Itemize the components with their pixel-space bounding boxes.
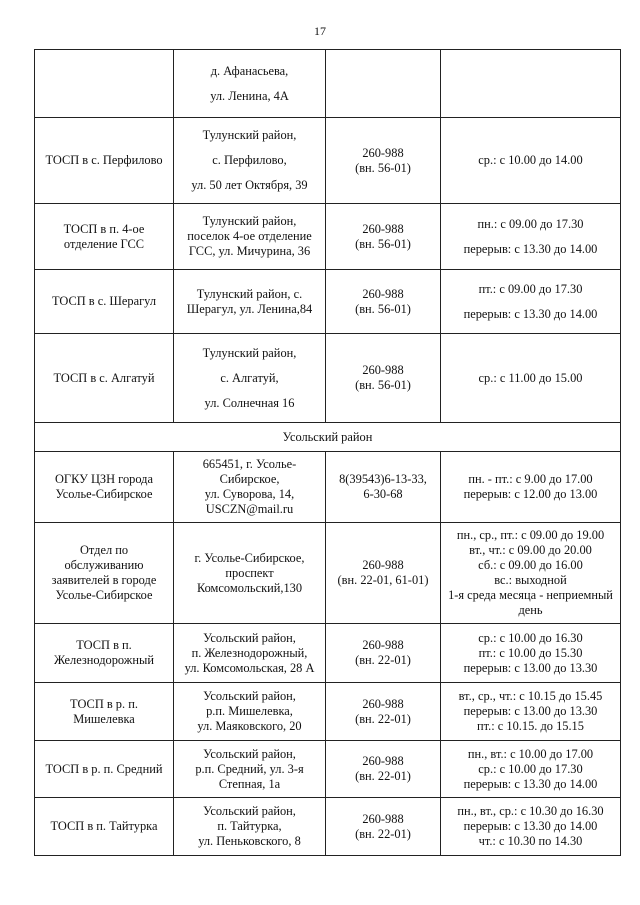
address-cell [174,118,326,204]
cell-line: пт.: с 09.00 до 17.30 [478,281,583,296]
cell-line: ул. 50 лет Октября, 39 [191,178,308,192]
cell-line: 260-988 [362,754,404,768]
cell-line: с. Алгатуй, [220,370,279,385]
schedule-cell [441,741,621,798]
cell-line: (вн. 22-01, 61-01) [337,573,429,587]
address-cell [174,334,326,423]
cell-line: Комсомольский,130 [196,580,303,595]
cell-line: Усольский район, [203,689,296,703]
cell-line: сб.: с 09.00 до 16.00 [478,558,583,572]
cell-line: 260-988 [362,286,404,301]
address-cell [174,683,326,741]
phone-cell [326,683,441,741]
cell-line: поселок 4-ое отделение [187,229,312,243]
cell-line: день [518,603,543,617]
cell-line: 1-я среда месяца - неприемный [448,588,613,602]
cell-line: 665451, г. Усолье- [202,457,297,471]
cell-line: ср.: с 11.00 до 15.00 [478,370,583,385]
cell-line: (вн. 22-01) [355,769,411,783]
office-name-cell [35,452,174,523]
cell-line: Степная, 1а [218,776,281,791]
section-header-row [35,423,621,452]
cell-line: 260-988 [362,558,404,572]
schedule-cell [441,270,621,334]
cell-line: ТОСП в п. 4-ое [63,221,145,236]
schedule-cell [441,798,621,856]
cell-line: (вн. 22-01) [355,653,411,667]
cell-line: Тулунский район, [202,128,297,142]
address-cell [174,798,326,856]
cell-line: Тулунский район, [202,214,297,228]
office-name-cell [35,118,174,204]
cell-line: Усольский район, [203,630,296,645]
table-row [35,334,621,423]
cell-line: (вн. 56-01) [355,236,411,251]
cell-line: Отдел по обслуживанию [64,543,144,572]
cell-line: перерыв: с 13.30 до 14.00 [463,776,598,791]
office-name-cell [35,270,174,334]
cell-line: ТОСП в с. Шерагул [51,294,157,308]
phone-cell [326,118,441,204]
phone-cell [326,50,441,118]
phone-cell [326,624,441,683]
table-row [35,523,621,624]
schedule-cell [441,624,621,683]
schedule-cell [441,334,621,423]
schedule-cell [441,523,621,624]
cell-line: перерыв: с 13.30 до 14.00 [463,306,598,321]
address-cell [174,523,326,624]
cell-line: перерыв: с 12.00 до 13.00 [463,487,598,501]
office-name-cell [35,204,174,270]
cell-line: (вн. 22-01) [355,711,411,726]
cell-line: ул. Пеньковского, 8 [198,834,301,848]
table-row [35,798,621,856]
table-row [35,270,621,334]
cell-line: перерыв: с 13.30 до 14.00 [463,819,598,833]
cell-line: 6-30-68 [363,487,403,501]
cell-line: заявителей в городе [51,573,157,587]
address-cell [174,741,326,798]
cell-line: Усольский район, [203,804,296,818]
cell-line: Тулунский район, с. [196,286,303,301]
cell-line: ТОСП в п. [76,638,132,652]
schedule-cell [441,204,621,270]
table-row [35,118,621,204]
cell-line: ул. Комсомольская, 28 А [184,660,315,675]
cell-line: Усольский район, [203,746,296,761]
phone-cell [326,452,441,523]
cell-line: Шерагул, ул. Ленина,84 [186,301,313,316]
cell-line: вт., ср., чт.: с 10.15 до 15.45 [458,689,603,703]
office-name-cell [35,50,174,118]
office-name-cell [35,523,174,624]
address-cell [174,624,326,683]
cell-line: отделение ГСС [63,236,145,251]
table-row [35,683,621,741]
cell-line: пн., вт., ср.: с 10.30 до 16.30 [457,804,604,818]
cell-line: перерыв: с 13.00 до 13.30 [463,660,598,675]
table-row [35,624,621,683]
cell-line: (вн. 56-01) [355,160,411,175]
cell-line: пт.: с 10.15. до 15.15 [477,719,584,733]
cell-line: Железнодорожный [54,653,154,667]
address-cell [174,452,326,523]
cell-line: ОГКУ ЦЗН города [54,472,153,486]
cell-line: ул. Ленина, 4А [210,88,289,103]
cell-line: Усолье-Сибирское [55,588,153,602]
schedule-cell [441,50,621,118]
phone-cell [326,741,441,798]
cell-line: с. Перфилово, [212,153,287,167]
cell-line: ср.: с 10.00 до 17.30 [478,761,583,776]
cell-line: (вн. 22-01) [355,826,411,841]
cell-line: г. Усолье-Сибирское, [194,550,305,565]
cell-line: 8(39543)6-13-33, [339,472,427,486]
cell-line: пн., вт.: с 10.00 до 17.00 [467,746,594,761]
address-cell [174,204,326,270]
cell-line: ул. Маяковского, 20 [197,719,302,733]
office-name-cell [35,624,174,683]
email-link[interactable]: USCZN@mail.ru [205,502,294,516]
cell-line: пн., ср., пт.: с 09.00 до 19.00 [456,528,605,542]
cell-line: ул. Солнечная 16 [204,395,295,410]
cell-line: Сибирское, [219,472,280,486]
schedule-cell [441,452,621,523]
phone-cell [326,204,441,270]
address-cell [174,270,326,334]
cell-line: 260-988 [362,638,404,652]
cell-line: ТОСП в с. Алгатуй [53,370,155,385]
offices-table [34,49,621,856]
phone-cell [326,523,441,624]
office-name-cell [35,741,174,798]
cell-line: вт., чт.: с 09.00 до 20.00 [469,543,592,557]
cell-line: вс.: выходной [494,573,567,587]
cell-line: ТОСП в р. п. Средний [45,761,163,776]
address-cell [174,50,326,118]
cell-line: пн.: с 09.00 до 17.30 [477,216,584,231]
office-name-cell [35,334,174,423]
phone-cell [326,798,441,856]
office-name-cell [35,798,174,856]
cell-line: ул. Суворова, 14, [204,487,295,501]
cell-line: пт.: с 10.00 до 15.30 [478,645,583,660]
cell-line: р.п. Мишелевка, [206,704,293,718]
table-row [35,452,621,523]
cell-line: ср.: с 10.00 до 14.00 [478,153,583,167]
cell-line: 260-988 [362,696,404,711]
cell-line: 260-988 [362,221,404,236]
cell-line: чт.: с 10.30 по 14.30 [478,834,583,848]
section-title: Усольский район [35,423,621,452]
table-row [35,50,621,118]
cell-line: Тулунский район, [202,345,297,360]
cell-line: 260-988 [362,811,404,826]
cell-line: ТОСП в п. Тайтурка [50,819,158,833]
cell-line: (вн. 56-01) [355,301,411,316]
cell-line: 260-988 [362,363,404,377]
cell-line: ГСС, ул. Мичурина, 36 [188,244,311,258]
cell-line: ср.: с 10.00 до 16.30 [478,630,583,645]
schedule-cell [441,683,621,741]
cell-line: перерыв: с 13.30 до 14.00 [463,241,598,256]
cell-line: проспект [225,565,274,580]
cell-line: р.п. Средний, ул. 3-я [195,761,304,776]
cell-line: ТОСП в с. Перфилово [45,153,163,167]
cell-line: п. Железнодорожный, [191,645,308,660]
page-number: 17 [314,24,326,38]
table-row [35,741,621,798]
phone-cell [326,334,441,423]
cell-line: перерыв: с 13.00 до 13.30 [463,704,598,718]
cell-line: Усолье-Сибирское [55,487,153,501]
cell-line: Мишелевка [73,711,135,726]
cell-line: п. Тайтурка, [217,819,282,833]
cell-line: пн. - пт.: с 9.00 до 17.00 [468,472,593,486]
cell-line: (вн. 56-01) [355,378,411,392]
office-name-cell [35,683,174,741]
phone-cell [326,270,441,334]
schedule-cell [441,118,621,204]
cell-line: 260-988 [362,145,404,160]
cell-line: ТОСП в р. п. [70,696,138,711]
cell-line: д. Афанасьева, [210,63,289,78]
table-row [35,204,621,270]
